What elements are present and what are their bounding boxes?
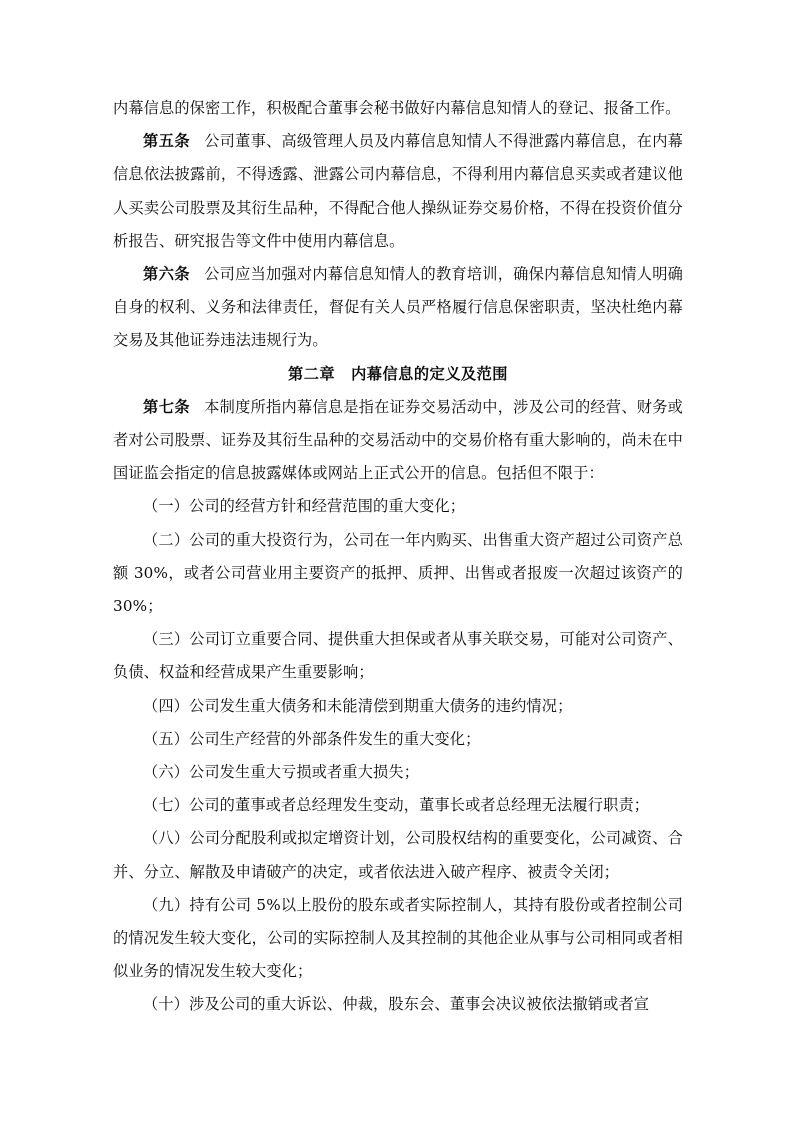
chapter-heading (113, 358, 683, 391)
paragraph-continuation: 内幕信息的保密工作，积极配合董事会秘书做好内幕信息知情人的登记、报备工作。 (113, 99, 681, 117)
article-paragraph-5 (113, 125, 683, 258)
list-item: （一）公司的经营方针和经营范围的重大变化； (143, 497, 466, 516)
article-label: 第五条 (143, 132, 191, 151)
chapter-title: 内幕信息的定义及范围 (351, 364, 508, 383)
article-label: 第七条 (143, 397, 191, 416)
article-label: 第六条 (143, 265, 191, 284)
list-item: （二）公司的重大投资行为，公司在一年内购买、出售重大资产超过公司资产总额 30%，或者公司营业用主要资产的抵押、质押、出售或者报废一次超过该资产的 30%； (113, 530, 683, 616)
list-item: （三）公司订立重要合同、提供重大担保或者从事关联交易，可能对公司资产、负债、权益和经营成果产生重要影响； (113, 630, 683, 682)
list-item: （九）持有公司 5%以上股份的股东或者实际控制人，其持有股份或者控制公司的情况发生较大变化，公司的实际控制人及其控制的其他企业从事与公司相同或者相似业务的情况发生较大变化； (113, 895, 683, 981)
list-item: （五）公司生产经营的外部条件发生的重大变化； (143, 729, 481, 748)
article-text: 本制度所指内幕信息是指在证券交易活动中，涉及公司的经营、财务或者对公司股票、证券及其衍生品种的交易活动中的交易价格有重大影响的，尚未在中国证监会指定的信息披露媒体或网站上正式公开的信息。包括但不限于： (113, 397, 684, 483)
article-paragraph-6 (113, 258, 683, 358)
article-text: 公司应当加强对内幕信息知情人的教育培训，确保内幕信息知情人明确自身的权利、义务和法律责任，督促有关人员严格履行信息保密职责，坚决杜绝内幕交易及其他证券违法违规行为。 (113, 265, 684, 350)
list-item: （六）公司发生重大亏损或者重大损失； (143, 763, 420, 782)
article-text: 公司董事、高级管理人员及内幕信息知情人不得泄露内幕信息，在内幕信息依法披露前，不得透露、泄露公司内幕信息，不得利用内幕信息买卖或者建议他人买卖公司股票及其衍生品种，不得配合他人操纵证券交易价格，不得在投资价值分析报告、研究报告等文件中使用内幕信息。 (113, 132, 684, 250)
list-item: （七）公司的董事或者总经理发生变动，董事长或者总经理无法履行职责； (143, 796, 650, 815)
list-item: （四）公司发生重大债务和未能清偿到期重大债务的违约情况； (143, 696, 573, 715)
list-item: （十）涉及公司的重大诉讼、仲裁，股东会、董事会决议被依法撤销或者宣 (143, 995, 650, 1014)
page-text-body (113, 92, 683, 1022)
article-paragraph-7 (113, 391, 683, 491)
list-item: （八）公司分配股利或拟定增资计划，公司股权结构的重要变化，公司减资、合并、分立、解散及申请破产的决定，或者依法进入破产程序、被责令关闭； (113, 829, 683, 881)
chapter-number: 第二章 (288, 364, 336, 383)
